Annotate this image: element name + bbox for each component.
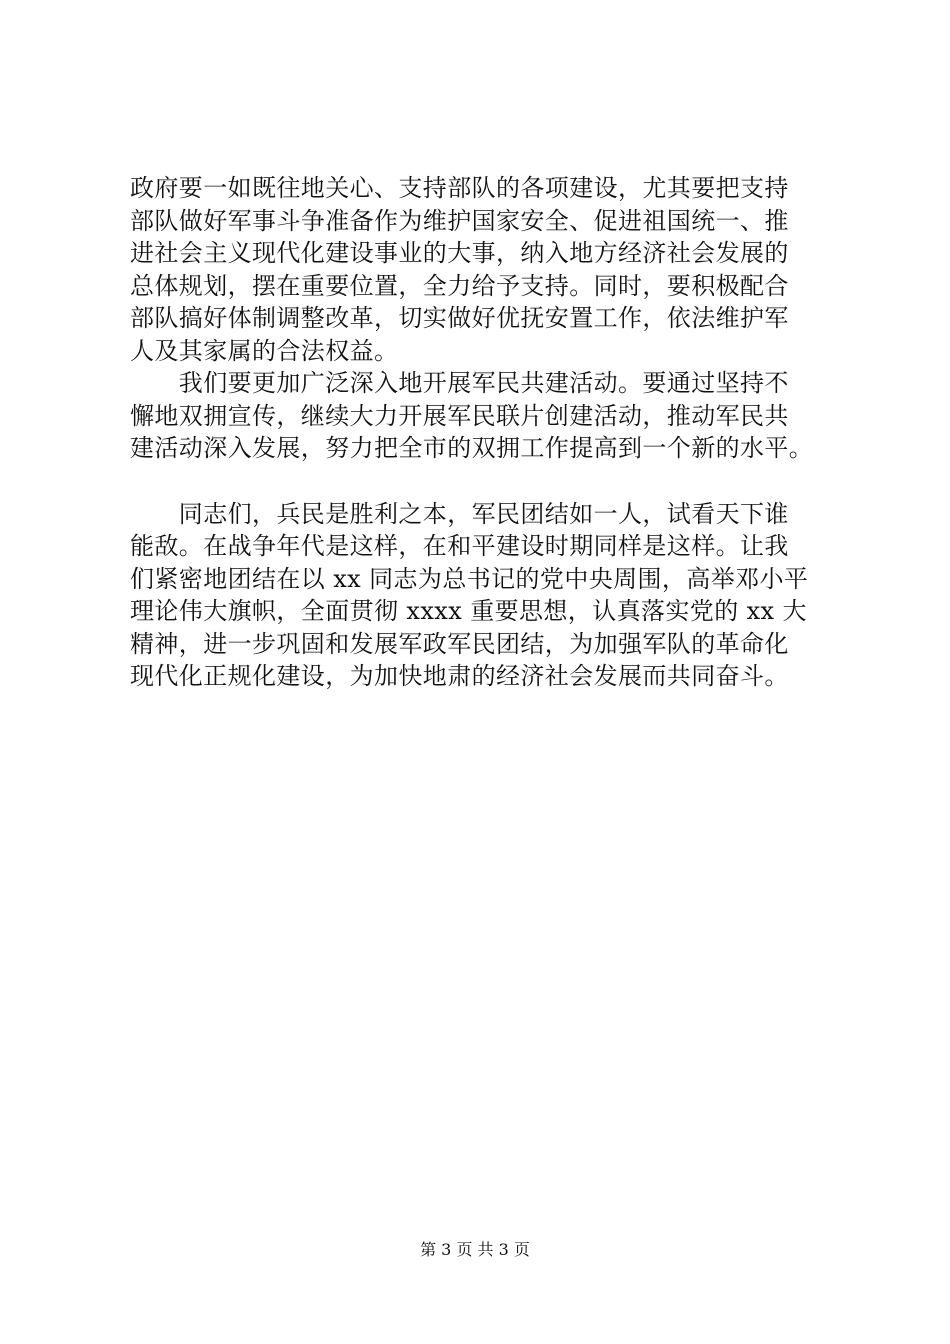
page-footer [0,1240,950,1260]
text-line: 同志们，兵民是胜利之本，军民团结如一人，试看天下谁 [130,499,789,528]
text-line: 部队做好军事斗争准备作为维护国家安全、促进祖国统一、推 [130,206,789,235]
text-line: 现代化正规化建设，为加快地肃的经济社会发展而共同奋斗。 [130,662,789,690]
text-line: 我们要更加广泛深入地开展军民共建活动。要通过坚持不 [130,369,789,397]
text-line: 懈地双拥宣传，继续大力开展军民联片创建活动，推动军民共 [130,401,789,430]
text-line: 们紧密地团结在以 xx 同志为总书记的党中央周围，高举邓小平 [130,564,809,593]
text-line: 进社会主义现代化建设事业的大事，纳入地方经济社会发展的 [130,239,789,267]
text-line: 精神，进一步巩固和发展军政军民团结，为加强军队的革命化 [130,629,789,658]
text-line: 总体规划，摆在重要位置，全力给予支持。同时，要积极配合 [130,271,789,300]
text-line: 理论伟大旗帜，全面贯彻 xxxx 重要思想，认真落实党的 xx 大 [130,597,807,625]
document-body [130,172,850,693]
text-line: 建活动深入发展，努力把全市的双拥工作提高到一个新的水平。 [130,434,814,462]
text-line: 政府要一如既往地关心、支持部队的各项建设，尤其要把支持 [130,174,789,202]
text-line: 人及其家属的合法权益。 [130,336,399,365]
text-line: 能敌。在战争年代是这样，在和平建设时期同样是这样。让我 [130,532,789,560]
blank-line [130,465,850,498]
text-line: 部队搞好体制调整改革，切实做好优抚安置工作，依法维护军 [130,304,789,332]
page-number-label: 第 3 页 共 3 页 [420,1240,530,1259]
